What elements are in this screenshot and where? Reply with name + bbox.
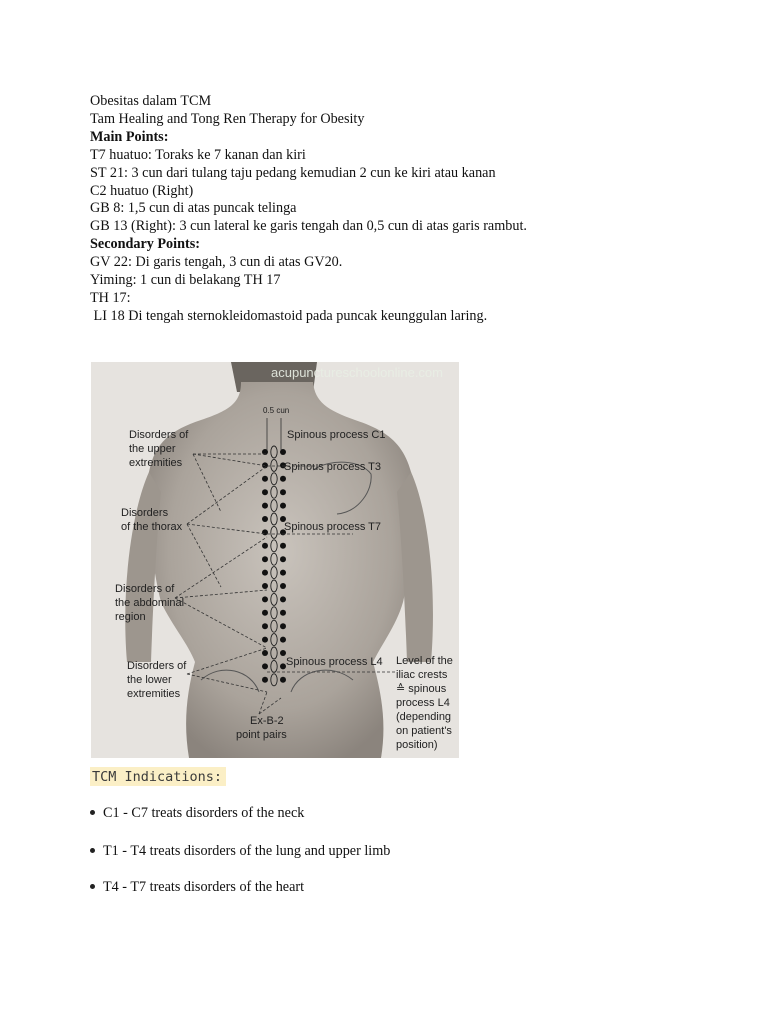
- label-upper-extremities-3: extremities: [129, 457, 183, 469]
- doc-title: Obesitas dalam TCM: [90, 93, 212, 109]
- ex-b-2-point: [262, 596, 268, 602]
- main-point: ST 21: 3 cun dari tulang taju pedang kemudian 2 cun ke kiri atau kanan: [90, 164, 496, 181]
- label-iliac-4: process L4: [396, 697, 450, 709]
- label-lower-extremities-1: Disorders of: [127, 660, 187, 672]
- main-point: T7 huatuo: Toraks ke 7 kanan dan kiri: [90, 146, 306, 163]
- list-item-text: T1 - T4 treats disorders of the lung and upper limb: [103, 843, 391, 859]
- ex-b-2-point: [262, 637, 268, 643]
- ex-b-2-point: [262, 529, 268, 535]
- label-iliac-6: on patient's: [396, 725, 452, 737]
- half-cun-label: 0.5 cun: [263, 406, 290, 415]
- label-spinous-l4: Spinous process L4: [286, 656, 383, 668]
- secondary-point: TH 17:: [90, 289, 131, 306]
- ex-b-2-point: [280, 556, 286, 562]
- secondary-point: LI 18 Di tengah sternokleidomastoid pada puncak keunggulan laring.: [90, 307, 488, 324]
- spine-diagram-image: [91, 362, 459, 758]
- label-thorax-1: Disorders: [121, 507, 169, 519]
- label-upper-extremities-2: the upper: [129, 443, 176, 455]
- ex-b-2-point: [262, 489, 268, 495]
- ex-b-2-point: [280, 476, 286, 482]
- ex-b-2-point: [262, 650, 268, 656]
- ex-b-2-point: [262, 610, 268, 616]
- label-iliac-2: iliac crests: [396, 669, 448, 681]
- bullet-icon: [90, 810, 95, 815]
- tcm-indications-heading: TCM Indications:: [90, 767, 226, 786]
- ex-b-2-point: [262, 583, 268, 589]
- ex-b-2-point: [280, 637, 286, 643]
- label-thorax-2: of the thorax: [121, 521, 183, 533]
- bullet-icon: [90, 848, 95, 853]
- ex-b-2-point: [280, 543, 286, 549]
- label-spinous-t3: Spinous process T3: [284, 461, 382, 473]
- watermark-text: acupunctureschoolonline.com: [271, 365, 443, 380]
- main-points-heading: Main Points:: [90, 128, 169, 145]
- ex-b-2-point: [280, 623, 286, 629]
- label-iliac-1: Level of the: [396, 655, 453, 667]
- label-exb2-2: point pairs: [236, 729, 287, 741]
- list-item: [88, 805, 304, 822]
- ex-b-2-point: [280, 610, 286, 616]
- label-lower-extremities-2: the lower: [127, 674, 172, 686]
- ex-b-2-point: [262, 476, 268, 482]
- ex-b-2-point: [280, 489, 286, 495]
- ex-b-2-point: [262, 623, 268, 629]
- ex-b-2-point: [262, 503, 268, 509]
- bullet-icon: [90, 884, 95, 889]
- ex-b-2-point: [262, 663, 268, 669]
- ex-b-2-point: [280, 583, 286, 589]
- label-exb2-1: Ex-B-2: [250, 715, 284, 727]
- back-illustration: [91, 362, 459, 758]
- label-iliac-7: position): [396, 739, 438, 751]
- main-point: GB 13 (Right): 3 cun lateral ke garis tengah dan 0,5 cun di atas garis rambut.: [90, 218, 527, 235]
- label-abdominal-3: region: [115, 611, 146, 623]
- secondary-points-heading: Secondary Points:: [90, 236, 200, 253]
- list-item-text: C1 - C7 treats disorders of the neck: [103, 805, 305, 821]
- label-iliac-3: ≙ spinous: [396, 683, 447, 695]
- doc-subtitle: Tam Healing and Tong Ren Therapy for Obesity: [90, 110, 365, 127]
- ex-b-2-point: [280, 596, 286, 602]
- main-point: GB 8: 1,5 cun di atas puncak telinga: [90, 200, 297, 217]
- ex-b-2-point: [262, 516, 268, 522]
- ex-b-2-point: [280, 449, 286, 455]
- label-lower-extremities-3: extremities: [127, 688, 181, 700]
- ex-b-2-point: [280, 677, 286, 683]
- ex-b-2-point: [262, 677, 268, 683]
- main-point: C2 huatuo (Right): [90, 182, 194, 199]
- ex-b-2-point: [262, 543, 268, 549]
- secondary-point: GV 22: Di garis tengah, 3 cun di atas GV20.: [90, 254, 343, 271]
- list-item-text: T4 - T7 treats disorders of the heart: [103, 879, 305, 895]
- label-abdominal-2: the abdominal: [115, 597, 185, 609]
- ex-b-2-point: [262, 570, 268, 576]
- label-upper-extremities-1: Disorders of: [129, 429, 189, 441]
- label-spinous-c1: Spinous process C1: [287, 429, 386, 441]
- ex-b-2-point: [262, 556, 268, 562]
- list-item: [88, 843, 390, 860]
- document-text: [90, 93, 730, 326]
- list-item: [88, 879, 304, 896]
- ex-b-2-point: [280, 570, 286, 576]
- ex-b-2-point: [280, 503, 286, 509]
- label-abdominal-1: Disorders of: [115, 583, 175, 595]
- label-iliac-5: (depending: [396, 711, 452, 723]
- label-spinous-t7: Spinous process T7: [284, 521, 382, 533]
- secondary-point: Yiming: 1 cun di belakang TH 17: [90, 272, 281, 289]
